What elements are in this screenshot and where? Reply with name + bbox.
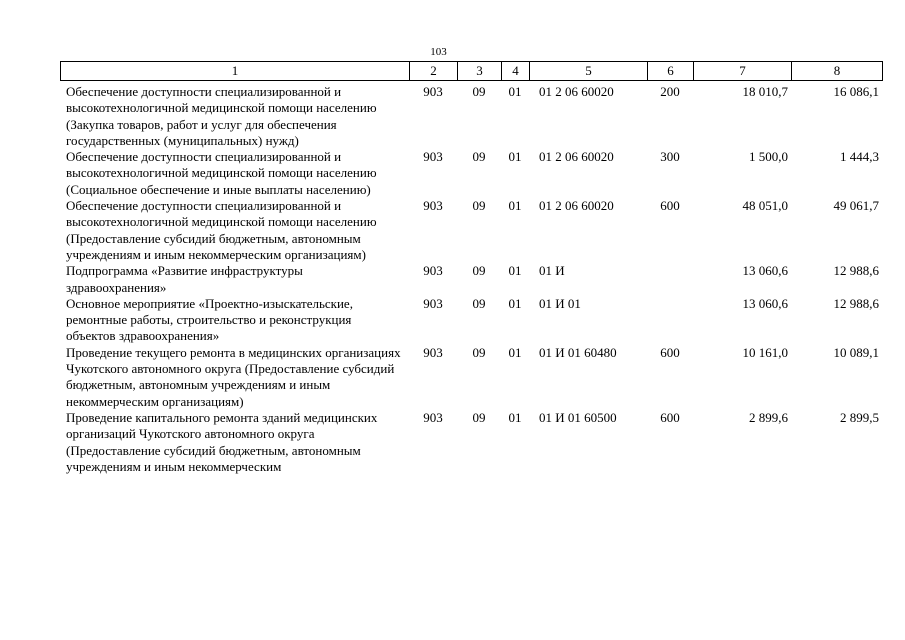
row-name: Обеспечение доступности специализированной и высокотехнологичной медицинской помощи населению (Социальное обеспечение и иные выплаты населению) [66,149,377,197]
column-header-5: 5 [530,62,648,81]
row-amount-fact: 1 444,3 [840,149,879,165]
column-header-8: 8 [792,62,883,81]
row-section-code: 09 [472,409,486,425]
row-target-article: 01 И 01 60500 [539,409,617,425]
column-number-header [60,61,883,81]
row-ministry-code: 903 [423,295,443,311]
row-section-code: 09 [472,84,486,99]
row-name: Основное мероприятие «Проектно-изыскательские, ремонтные работы, строительство и реконструкция объектов здравоохранения» [66,295,353,344]
row-expense-type: 600 [660,198,680,214]
row-amount-fact: 12 988,6 [833,295,879,311]
row-amount-plan: 2 899,6 [749,409,788,425]
row-amount-plan: 1 500,0 [749,149,788,165]
row-subsection-code: 01 [508,295,522,311]
row-amount-plan: 13 060,6 [742,295,788,311]
column-header-1: 1 [61,62,410,81]
column-header-4: 4 [502,62,530,81]
row-subsection-code: 01 [508,344,522,360]
budget-table [60,84,882,475]
row-ministry-code: 903 [423,149,443,165]
column-header-2: 2 [410,62,458,81]
row-ministry-code: 903 [423,198,443,214]
row-amount-fact: 49 061,7 [833,198,879,214]
row-expense-type [647,296,693,345]
row-subsection-code: 01 [508,84,522,99]
column-header-6: 6 [648,62,694,81]
row-section-code: 09 [472,295,486,311]
row-amount-plan: 13 060,6 [742,263,788,279]
row-target-article: 01 2 06 60020 [539,198,614,214]
row-section-code: 09 [472,344,486,360]
row-subsection-code: 01 [508,263,522,279]
row-target-article: 01 2 06 60020 [539,149,614,165]
table-row [60,296,882,345]
column-header-7: 7 [694,62,792,81]
row-amount-fact: 2 899,5 [840,409,879,425]
row-subsection-code: 01 [508,409,522,425]
row-ministry-code: 903 [423,84,443,99]
row-amount-plan: 18 010,7 [742,84,788,99]
row-section-code: 09 [472,263,486,279]
table-row [60,84,882,149]
row-name: Обеспечение доступности специализированной и высокотехнологичной медицинской помощи населению (Предоставление субсидий бюджетным, автономным учреждениям и иным некоммерческим организациям) [66,198,377,262]
header-row [61,62,883,81]
row-name: Обеспечение доступности специализированной и высокотехнологичной медицинской помощи населению (Закупка товаров, работ и услуг для обеспечения государственных (муниципальных) нужд) [66,84,377,148]
row-amount-plan: 10 161,0 [742,344,788,360]
table-row [60,345,882,410]
row-name: Подпрограмма «Развитие инфраструктуры здравоохранения» [66,263,303,295]
row-expense-type: 600 [660,344,680,360]
row-target-article: 01 И 01 [539,295,581,311]
row-amount-plan: 48 051,0 [742,198,788,214]
column-header-3: 3 [458,62,502,81]
table-row [60,149,882,198]
row-ministry-code: 903 [423,409,443,425]
table-row [60,410,882,475]
row-name: Проведение текущего ремонта в медицинских организациях Чукотского автономного округа (Предоставление субсидий бюджетным, автономным учреждениям и иным некоммерческим организациям) [66,344,401,409]
row-name: Проведение капитального ремонта зданий медицинских организаций Чукотского автономного округа (Предоставление субсидий бюджетным, автономным учреждениям и иным некоммерческим [66,409,378,474]
row-subsection-code: 01 [508,198,522,214]
row-ministry-code: 903 [423,344,443,360]
page-number: 103 [430,46,447,58]
row-section-code: 09 [472,149,486,165]
row-target-article: 01 2 06 60020 [539,84,614,99]
row-target-article: 01 И 01 60480 [539,344,617,360]
row-section-code: 09 [472,198,486,214]
row-amount-fact: 12 988,6 [833,263,879,279]
row-ministry-code: 903 [423,263,443,279]
row-expense-type: 300 [660,149,680,165]
row-expense-type: 200 [660,84,680,99]
row-amount-fact: 10 089,1 [833,344,879,360]
row-expense-type [647,263,693,296]
table-row [60,198,882,263]
table-row [60,263,882,296]
row-amount-fact: 16 086,1 [833,84,879,99]
row-subsection-code: 01 [508,149,522,165]
row-target-article: 01 И [539,263,565,279]
row-expense-type: 600 [660,409,680,425]
